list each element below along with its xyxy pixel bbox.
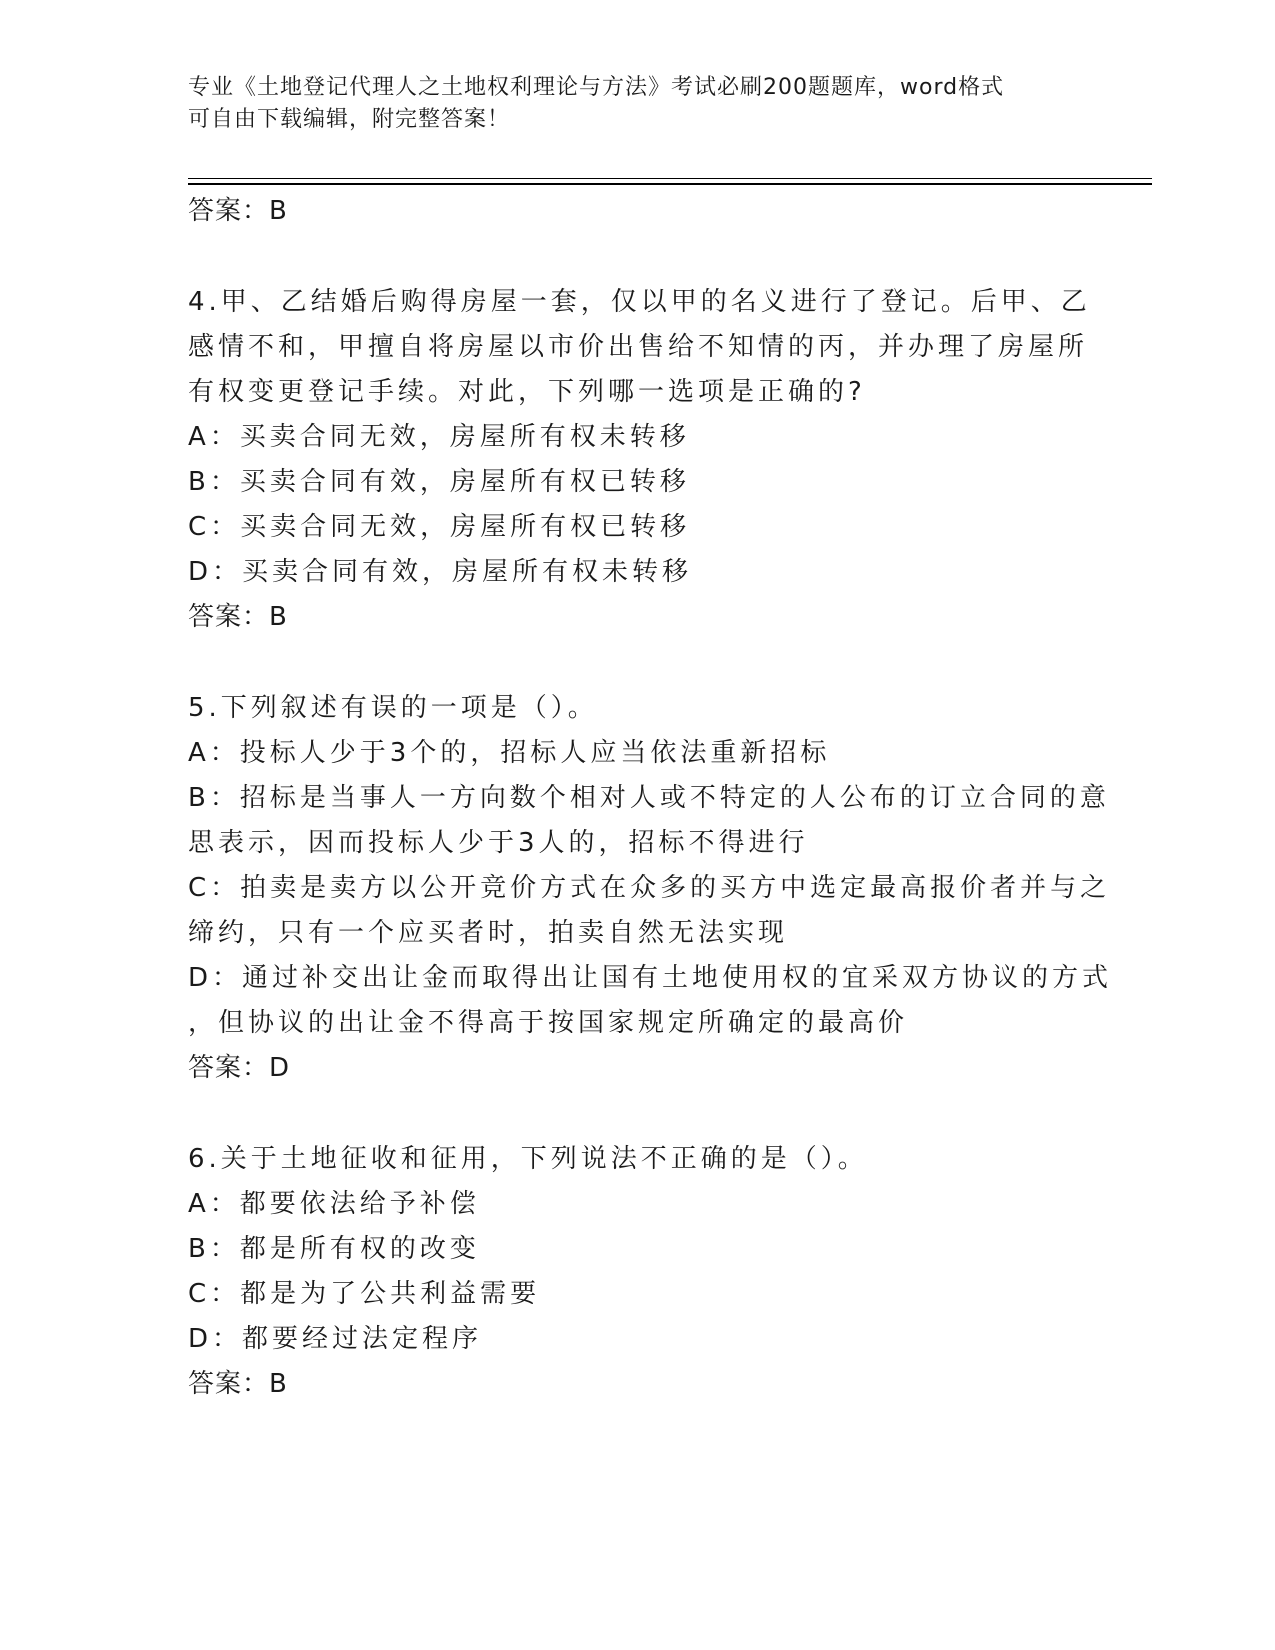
header-line-1: 专业《土地登记代理人之土地权利理论与方法》考试必刷200题题库，word格式: [188, 75, 1005, 100]
header-rule-thin: [188, 178, 1152, 179]
answer-label: 答案：B: [188, 602, 288, 632]
option-b: B：买卖合同有效，房屋所有权已转移: [188, 467, 690, 497]
question-stem-line: 5.下列叙述有误的一项是（）。: [188, 693, 598, 723]
option-c-continued: 缔约，只有一个应买者时，拍卖自然无法实现: [188, 918, 789, 948]
page-header: [188, 72, 1068, 136]
option-b: B：都是所有权的改变: [188, 1234, 480, 1264]
spacer: [188, 1091, 1108, 1137]
option-d: D：通过补交出让金而取得出让国有土地使用权的宜采双方协议的方式: [188, 963, 1113, 993]
header-line-2: 可自由下载编辑，附完整答案！: [188, 107, 511, 132]
previous-answer: 答案：B: [188, 196, 288, 226]
option-a: A：投标人少于3个的，招标人应当依法重新招标: [188, 738, 831, 768]
spacer: [188, 234, 1108, 280]
question-5: [188, 686, 1113, 1091]
question-stem-line: 有权变更登记手续。对此，下列哪一选项是正确的?: [188, 377, 866, 407]
option-c: C：都是为了公共利益需要: [188, 1279, 541, 1309]
option-a: A：买卖合同无效，房屋所有权未转移: [188, 422, 690, 452]
spacer: [188, 640, 1108, 686]
option-a: A：都要依法给予补偿: [188, 1189, 480, 1219]
question-stem-line: 4.甲、乙结婚后购得房屋一套，仅以甲的名义进行了登记。后甲、乙: [188, 287, 1091, 317]
header-rule-thick: [188, 183, 1152, 185]
option-c: C：拍卖是卖方以公开竞价方式在众多的买方中选定最高报价者并与之: [188, 873, 1111, 903]
question-6: [188, 1137, 1108, 1407]
option-b-continued: 思表示，因而投标人少于3人的，招标不得进行: [188, 828, 809, 858]
option-d: D：都要经过法定程序: [188, 1324, 483, 1354]
question-stem-line: 6.关于土地征收和征用，下列说法不正确的是（）。: [188, 1144, 868, 1174]
document-body: [188, 189, 1113, 1407]
option-d-continued: ，但协议的出让金不得高于按国家规定所确定的最高价: [188, 1008, 909, 1038]
option-b: B：招标是当事人一方向数个相对人或不特定的人公布的订立合同的意: [188, 783, 1110, 813]
option-c: C：买卖合同无效，房屋所有权已转移: [188, 512, 691, 542]
answer-label: 答案：B: [188, 1369, 288, 1399]
question-stem-line: 感情不和，甲擅自将房屋以市价出售给不知情的丙，并办理了房屋所: [188, 332, 1089, 362]
answer-label: 答案：D: [188, 1053, 291, 1083]
question-4: [188, 280, 1108, 640]
option-d: D：买卖合同有效，房屋所有权未转移: [188, 557, 693, 587]
